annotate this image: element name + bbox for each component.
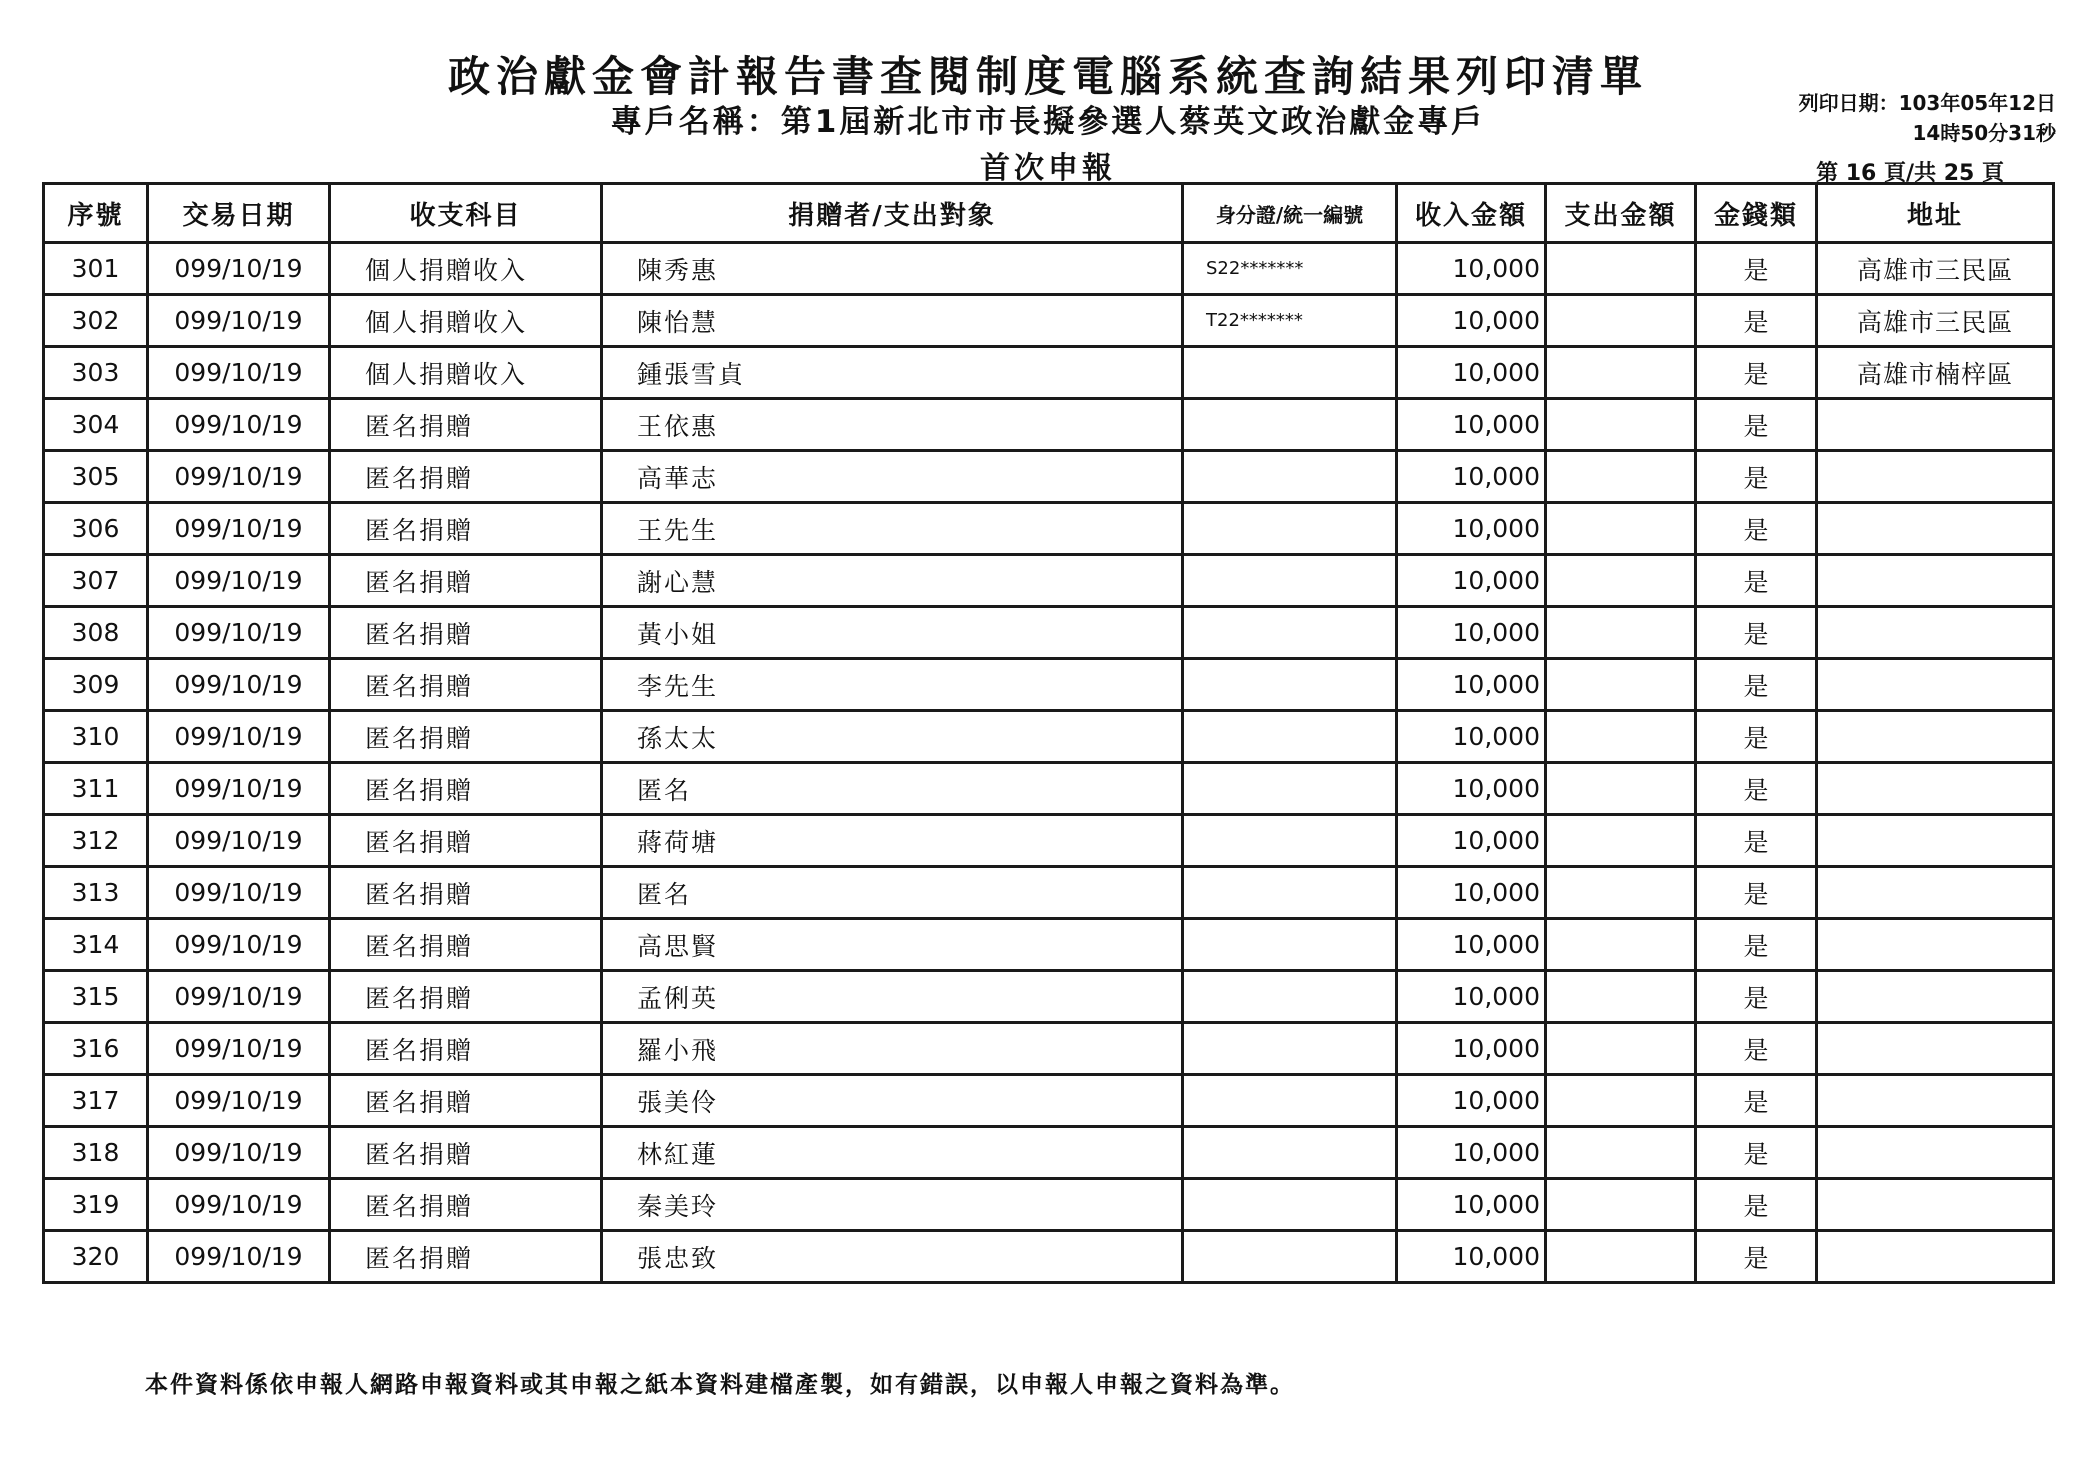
cell-expense: [1546, 347, 1696, 399]
cell-donor: 匿名: [602, 763, 1183, 815]
cell-donor: 蔣荷塘: [602, 815, 1183, 867]
cell-cash: 是: [1696, 815, 1817, 867]
cell-address: [1817, 659, 2054, 711]
cell-income: 10,000: [1397, 1075, 1546, 1127]
cell-id: S22*******: [1183, 243, 1397, 295]
table-row: [44, 243, 2054, 295]
table-row: [44, 1179, 2054, 1231]
col-header-expense: 支出金額: [1546, 184, 1696, 243]
cell-address: [1817, 919, 2054, 971]
cell-date: 099/10/19: [148, 243, 330, 295]
cell-id: [1183, 1179, 1397, 1231]
table-row: [44, 503, 2054, 555]
cell-seq: 304: [44, 399, 148, 451]
cell-donor: 孫太太: [602, 711, 1183, 763]
cell-date: 099/10/19: [148, 815, 330, 867]
cell-id: [1183, 607, 1397, 659]
cell-date: 099/10/19: [148, 295, 330, 347]
cell-id: [1183, 399, 1397, 451]
cell-address: [1817, 867, 2054, 919]
cell-expense: [1546, 971, 1696, 1023]
table-row: [44, 815, 2054, 867]
cell-address: [1817, 711, 2054, 763]
col-header-id: 身分證/統一編號: [1183, 184, 1397, 243]
cell-subject: 匿名捐贈: [330, 1127, 602, 1179]
footnote: 本件資料係依申報人網路申報資料或其申報之紙本資料建檔產製，如有錯誤，以申報人申報之資料為準。: [145, 1372, 1295, 1398]
cell-date: 099/10/19: [148, 659, 330, 711]
cell-address: [1817, 1127, 2054, 1179]
print-time: 14時50分31秒: [1912, 121, 2056, 145]
cell-address: 高雄市三民區: [1817, 243, 2054, 295]
cell-subject: 匿名捐贈: [330, 1179, 602, 1231]
cell-expense: [1546, 295, 1696, 347]
cell-subject: 匿名捐贈: [330, 451, 602, 503]
cell-seq: 316: [44, 1023, 148, 1075]
cell-expense: [1546, 1075, 1696, 1127]
cell-subject: 匿名捐贈: [330, 919, 602, 971]
cell-seq: 313: [44, 867, 148, 919]
cell-id: [1183, 763, 1397, 815]
cell-income: 10,000: [1397, 1023, 1546, 1075]
cell-donor: 王依惠: [602, 399, 1183, 451]
cell-expense: [1546, 243, 1696, 295]
cell-cash: 是: [1696, 919, 1817, 971]
cell-cash: 是: [1696, 1023, 1817, 1075]
cell-subject: 匿名捐贈: [330, 1075, 602, 1127]
cell-date: 099/10/19: [148, 607, 330, 659]
cell-income: 10,000: [1397, 451, 1546, 503]
cell-seq: 311: [44, 763, 148, 815]
cell-income: 10,000: [1397, 867, 1546, 919]
cell-seq: 319: [44, 1179, 148, 1231]
cell-subject: 匿名捐贈: [330, 555, 602, 607]
cell-expense: [1546, 919, 1696, 971]
account-name: 專戶名稱：第1屆新北市市長擬參選人蔡英文政治獻金專戶: [610, 104, 1486, 140]
cell-donor: 謝心慧: [602, 555, 1183, 607]
table-row: [44, 1023, 2054, 1075]
cell-donor: 高思賢: [602, 919, 1183, 971]
cell-donor: 王先生: [602, 503, 1183, 555]
cell-expense: [1546, 763, 1696, 815]
table-row: [44, 399, 2054, 451]
cell-seq: 301: [44, 243, 148, 295]
cell-address: [1817, 1023, 2054, 1075]
page-number: 第 16 頁/共 25 頁: [1816, 161, 2004, 186]
cell-cash: 是: [1696, 763, 1817, 815]
cell-address: [1817, 503, 2054, 555]
table-row: [44, 451, 2054, 503]
cell-address: [1817, 451, 2054, 503]
cell-expense: [1546, 1127, 1696, 1179]
cell-id: [1183, 1127, 1397, 1179]
cell-expense: [1546, 1231, 1696, 1283]
cell-seq: 302: [44, 295, 148, 347]
cell-donor: 張忠致: [602, 1231, 1183, 1283]
cell-date: 099/10/19: [148, 451, 330, 503]
cell-expense: [1546, 399, 1696, 451]
cell-income: 10,000: [1397, 503, 1546, 555]
cell-cash: 是: [1696, 295, 1817, 347]
cell-seq: 312: [44, 815, 148, 867]
cell-donor: 李先生: [602, 659, 1183, 711]
cell-date: 099/10/19: [148, 867, 330, 919]
cell-id: [1183, 711, 1397, 763]
cell-donor: 林紅蓮: [602, 1127, 1183, 1179]
cell-seq: 310: [44, 711, 148, 763]
cell-id: [1183, 815, 1397, 867]
table-row: [44, 1231, 2054, 1283]
cell-income: 10,000: [1397, 1179, 1546, 1231]
cell-donor: 黃小姐: [602, 607, 1183, 659]
cell-date: 099/10/19: [148, 347, 330, 399]
cell-expense: [1546, 607, 1696, 659]
table-row: [44, 763, 2054, 815]
cell-income: 10,000: [1397, 555, 1546, 607]
cell-seq: 318: [44, 1127, 148, 1179]
cell-subject: 匿名捐贈: [330, 399, 602, 451]
table-row: [44, 295, 2054, 347]
cell-income: 10,000: [1397, 763, 1546, 815]
report-type: 首次申報: [980, 151, 1116, 186]
cell-address: [1817, 399, 2054, 451]
cell-date: 099/10/19: [148, 1179, 330, 1231]
cell-subject: 匿名捐贈: [330, 1231, 602, 1283]
cell-cash: 是: [1696, 1231, 1817, 1283]
cell-id: [1183, 1231, 1397, 1283]
cell-income: 10,000: [1397, 1127, 1546, 1179]
cell-donor: 張美伶: [602, 1075, 1183, 1127]
cell-income: 10,000: [1397, 971, 1546, 1023]
cell-date: 099/10/19: [148, 1127, 330, 1179]
cell-id: [1183, 1023, 1397, 1075]
cell-cash: 是: [1696, 867, 1817, 919]
col-header-date: 交易日期: [148, 184, 330, 243]
cell-donor: 陳秀惠: [602, 243, 1183, 295]
table-row: [44, 1127, 2054, 1179]
cell-date: 099/10/19: [148, 503, 330, 555]
cell-id: [1183, 347, 1397, 399]
cell-subject: 匿名捐贈: [330, 503, 602, 555]
cell-expense: [1546, 659, 1696, 711]
col-header-cash: 金錢類: [1696, 184, 1817, 243]
cell-date: 099/10/19: [148, 1231, 330, 1283]
cell-income: 10,000: [1397, 711, 1546, 763]
cell-cash: 是: [1696, 243, 1817, 295]
cell-address: [1817, 1231, 2054, 1283]
cell-date: 099/10/19: [148, 919, 330, 971]
col-header-subject: 收支科目: [330, 184, 602, 243]
table-header-row: [44, 184, 2054, 243]
cell-subject: 匿名捐贈: [330, 867, 602, 919]
table-row: [44, 971, 2054, 1023]
cell-income: 10,000: [1397, 607, 1546, 659]
cell-subject: 匿名捐贈: [330, 607, 602, 659]
cell-income: 10,000: [1397, 243, 1546, 295]
cell-address: 高雄市三民區: [1817, 295, 2054, 347]
table-row: [44, 607, 2054, 659]
table-row: [44, 867, 2054, 919]
cell-date: 099/10/19: [148, 971, 330, 1023]
cell-subject: 匿名捐贈: [330, 1023, 602, 1075]
cell-seq: 305: [44, 451, 148, 503]
cell-date: 099/10/19: [148, 555, 330, 607]
cell-subject: 個人捐贈收入: [330, 295, 602, 347]
cell-seq: 314: [44, 919, 148, 971]
cell-address: [1817, 763, 2054, 815]
table-row: [44, 555, 2054, 607]
table-row: [44, 919, 2054, 971]
cell-seq: 306: [44, 503, 148, 555]
cell-cash: 是: [1696, 971, 1817, 1023]
cell-id: [1183, 971, 1397, 1023]
cell-subject: 匿名捐贈: [330, 763, 602, 815]
cell-cash: 是: [1696, 607, 1817, 659]
cell-seq: 303: [44, 347, 148, 399]
cell-donor: 羅小飛: [602, 1023, 1183, 1075]
cell-expense: [1546, 867, 1696, 919]
cell-date: 099/10/19: [148, 399, 330, 451]
cell-expense: [1546, 555, 1696, 607]
cell-cash: 是: [1696, 555, 1817, 607]
cell-expense: [1546, 451, 1696, 503]
cell-income: 10,000: [1397, 347, 1546, 399]
cell-donor: 陳怡慧: [602, 295, 1183, 347]
cell-cash: 是: [1696, 399, 1817, 451]
cell-id: [1183, 1075, 1397, 1127]
cell-seq: 315: [44, 971, 148, 1023]
table-row: [44, 659, 2054, 711]
cell-income: 10,000: [1397, 815, 1546, 867]
cell-expense: [1546, 815, 1696, 867]
col-header-address: 地址: [1817, 184, 2054, 243]
cell-income: 10,000: [1397, 295, 1546, 347]
cell-cash: 是: [1696, 503, 1817, 555]
cell-subject: 個人捐贈收入: [330, 243, 602, 295]
donation-ledger-table: [42, 182, 2055, 1284]
cell-seq: 308: [44, 607, 148, 659]
cell-seq: 317: [44, 1075, 148, 1127]
cell-address: [1817, 815, 2054, 867]
cell-expense: [1546, 1179, 1696, 1231]
cell-income: 10,000: [1397, 659, 1546, 711]
cell-date: 099/10/19: [148, 763, 330, 815]
table-row: [44, 711, 2054, 763]
cell-donor: 高華志: [602, 451, 1183, 503]
cell-donor: 匿名: [602, 867, 1183, 919]
table-row: [44, 1075, 2054, 1127]
cell-date: 099/10/19: [148, 1023, 330, 1075]
cell-address: [1817, 1179, 2054, 1231]
cell-expense: [1546, 503, 1696, 555]
cell-subject: 匿名捐贈: [330, 815, 602, 867]
cell-subject: 匿名捐贈: [330, 711, 602, 763]
cell-cash: 是: [1696, 451, 1817, 503]
cell-income: 10,000: [1397, 399, 1546, 451]
cell-id: [1183, 555, 1397, 607]
cell-income: 10,000: [1397, 1231, 1546, 1283]
cell-cash: 是: [1696, 1179, 1817, 1231]
cell-address: [1817, 1075, 2054, 1127]
cell-seq: 309: [44, 659, 148, 711]
cell-cash: 是: [1696, 659, 1817, 711]
cell-expense: [1546, 1023, 1696, 1075]
table-row: [44, 347, 2054, 399]
cell-seq: 320: [44, 1231, 148, 1283]
cell-seq: 307: [44, 555, 148, 607]
cell-id: [1183, 503, 1397, 555]
cell-expense: [1546, 711, 1696, 763]
cell-cash: 是: [1696, 347, 1817, 399]
cell-address: 高雄市楠梓區: [1817, 347, 2054, 399]
cell-cash: 是: [1696, 1127, 1817, 1179]
cell-cash: 是: [1696, 711, 1817, 763]
document-title: 政治獻金會計報告書查閱制度電腦系統查詢結果列印清單: [447, 52, 1648, 101]
col-header-income: 收入金額: [1397, 184, 1546, 243]
cell-donor: 孟俐英: [602, 971, 1183, 1023]
table-body: [44, 243, 2054, 1283]
cell-id: [1183, 451, 1397, 503]
col-header-donor: 捐贈者/支出對象: [602, 184, 1183, 243]
cell-id: [1183, 867, 1397, 919]
cell-subject: 匿名捐贈: [330, 971, 602, 1023]
cell-income: 10,000: [1397, 919, 1546, 971]
cell-donor: 鍾張雪貞: [602, 347, 1183, 399]
cell-address: [1817, 555, 2054, 607]
print-date: 列印日期：103年05年12日: [1798, 91, 2056, 115]
cell-subject: 個人捐贈收入: [330, 347, 602, 399]
cell-id: [1183, 659, 1397, 711]
print-info: [1799, 88, 2056, 148]
cell-cash: 是: [1696, 1075, 1817, 1127]
cell-date: 099/10/19: [148, 711, 330, 763]
cell-subject: 匿名捐贈: [330, 659, 602, 711]
cell-address: [1817, 607, 2054, 659]
col-header-seq: 序號: [44, 184, 148, 243]
cell-donor: 秦美玲: [602, 1179, 1183, 1231]
cell-id: T22*******: [1183, 295, 1397, 347]
cell-address: [1817, 971, 2054, 1023]
cell-id: [1183, 919, 1397, 971]
cell-date: 099/10/19: [148, 1075, 330, 1127]
